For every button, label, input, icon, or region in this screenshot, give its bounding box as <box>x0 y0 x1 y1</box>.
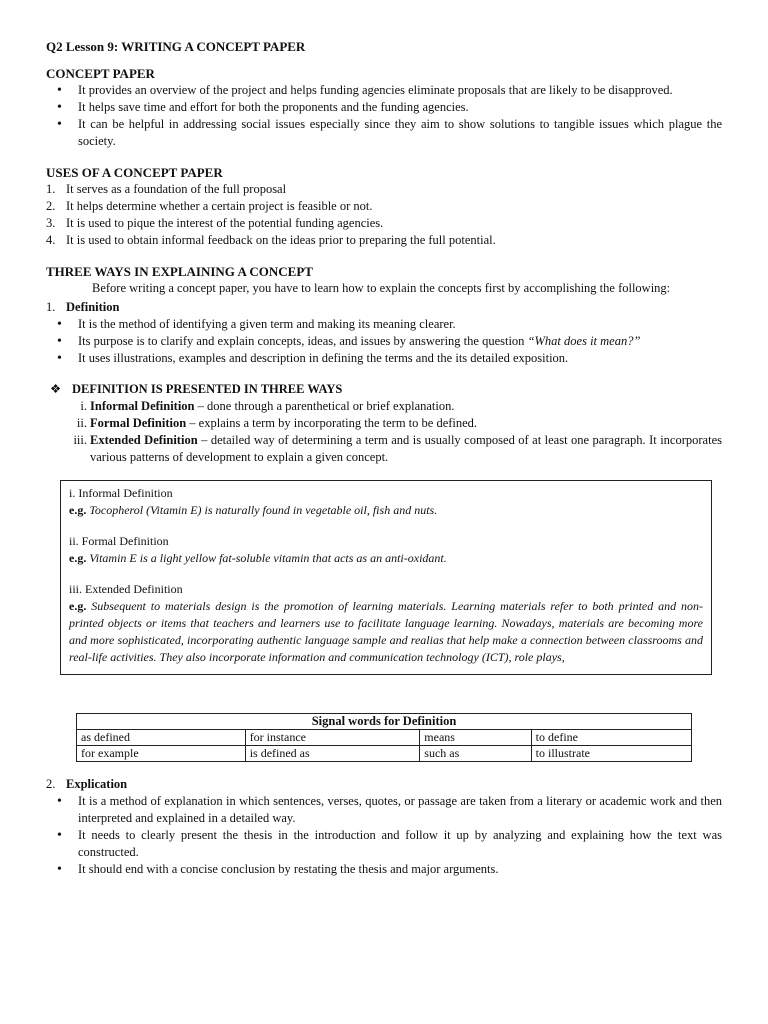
diamond-bullet-icon: ❖ <box>50 382 62 396</box>
list-item: 2. It helps determine whether a certain project is feasible or not. <box>46 199 373 213</box>
page-title: Q2 Lesson 9: WRITING A CONCEPT PAPER <box>46 39 306 54</box>
table-row <box>77 730 692 746</box>
list-item: ii. Formal Definition – explains a term by incorporating the term to be defined. <box>76 416 478 430</box>
explication-list <box>46 793 722 878</box>
list-item: i. Informal Definition – done through a parenthetical or brief explanation. <box>80 399 455 413</box>
formal-label: ii. Formal Definition <box>69 534 169 548</box>
list-item: • Its purpose is to clarify and explain concepts, ideas, and issues by answering the question “What does it mean?” <box>46 333 722 350</box>
informal-label: i. Informal Definition <box>69 486 173 500</box>
list-item: • It should end with a concise conclusion by restating the thesis and major arguments. <box>46 861 722 878</box>
list-item: • It can be helpful in addressing social issues especially since they aim to show solutions to tangible issues which plague the society. <box>46 116 722 150</box>
table-cell: to illustrate <box>531 746 691 762</box>
extended-label: iii. Extended Definition <box>69 582 183 596</box>
definition-list <box>46 316 722 367</box>
list-item: • It needs to clearly present the thesis in the introduction and follow it up by analyzing and explaining how the text was constructed. <box>46 827 722 861</box>
table-row <box>77 746 692 762</box>
definition-heading: 1. Definition <box>46 300 120 314</box>
presented-heading: ❖ DEFINITION IS PRESENTED IN THREE WAYS <box>50 382 343 396</box>
signal-words-table <box>76 713 692 762</box>
list-item: • It is the method of identifying a given term and making its meaning clearer. <box>46 316 722 333</box>
table-header: Signal words for Definition <box>77 714 692 730</box>
uses-list <box>46 181 722 249</box>
list-item: 3. It is used to pique the interest of the potential funding agencies. <box>46 216 384 230</box>
table-cell: means <box>420 730 531 746</box>
table-cell: such as <box>420 746 531 762</box>
examples-box <box>60 480 712 675</box>
document-page <box>46 38 722 878</box>
presented-list <box>46 398 722 466</box>
three-ways-heading: THREE WAYS IN EXPLAINING A CONCEPT <box>46 264 313 279</box>
table-cell: is defined as <box>245 746 420 762</box>
informal-example: e.g. Tocopherol (Vitamin E) is naturally found in vegetable oil, fish and nuts. <box>69 503 438 517</box>
list-item: • It provides an overview of the project and helps funding agencies eliminate proposals that are likely to be disapproved. <box>46 82 722 99</box>
table-cell: to define <box>531 730 691 746</box>
list-item: 4. It is used to obtain informal feedback on the ideas prior to preparing the full potential. <box>46 233 496 247</box>
table-cell: for example <box>77 746 246 762</box>
list-item: • It helps save time and effort for both the proponents and the funding agencies. <box>46 99 722 116</box>
concept-paper-list <box>46 82 722 150</box>
list-item: • It uses illustrations, examples and description in defining the terms and the its detailed exposition. <box>46 350 722 367</box>
explication-heading: 2. Explication <box>46 777 128 791</box>
three-ways-intro: Before writing a concept paper, you have to learn how to explain the concepts first by accomplishing the following: <box>92 281 671 295</box>
uses-heading: USES OF A CONCEPT PAPER <box>46 165 223 180</box>
formal-example: e.g. Vitamin E is a light yellow fat-soluble vitamin that acts as an anti-oxidant. <box>69 551 447 565</box>
table-cell: as defined <box>77 730 246 746</box>
list-item: iii. Extended Definition – detailed way of determining a term and is usually composed of at least one paragraph. It incorporates various patterns of development to explain a given concept. <box>73 433 722 464</box>
list-item: 1. It serves as a foundation of the full proposal <box>46 182 287 196</box>
table-cell: for instance <box>245 730 420 746</box>
extended-example: e.g. Subsequent to materials design is the promotion of learning materials. Learning materials refer to both printed and non-printed objects or items that teachers and learners use to facilitate language learning. Nowadays, materials are becoming more and more sophisticated, incorporating authentic language sample and realias that help make a connection between classrooms and real-life activities. They also incorporate information and communication technology (ICT), role plays, <box>69 599 703 664</box>
list-item: • It is a method of explanation in which sentences, verses, quotes, or passage are taken from a literary or academic work and then interpreted and explained in a detailed way. <box>46 793 722 827</box>
concept-paper-heading: CONCEPT PAPER <box>46 66 155 81</box>
